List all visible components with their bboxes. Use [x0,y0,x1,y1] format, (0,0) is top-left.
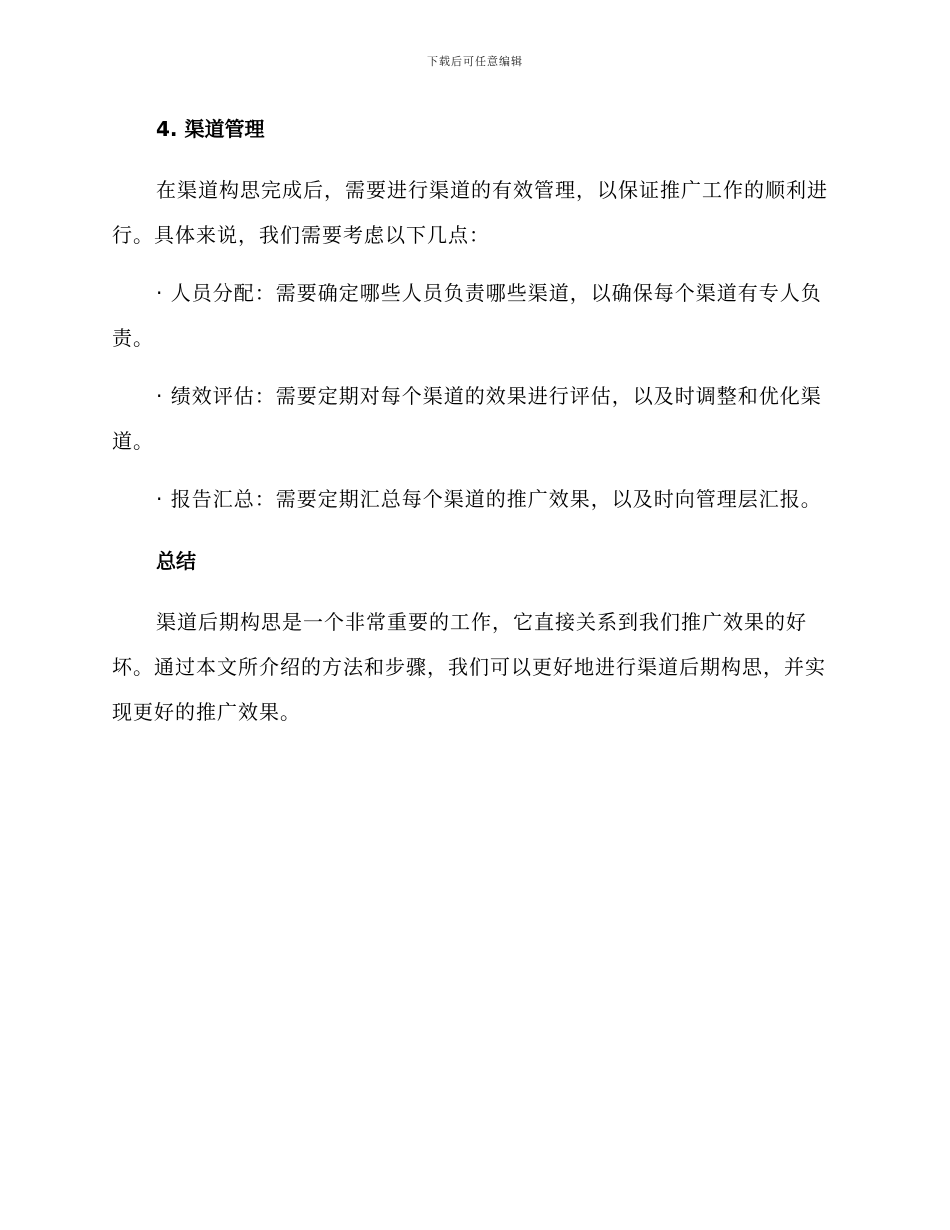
point-staff-assignment: · 人员分配：需要确定哪些人员负责哪些渠道，以确保每个渠道有专人负责。 [112,281,822,350]
document-body [112,112,834,735]
intro-paragraph: 在渠道构思完成后，需要进行渠道的有效管理，以保证推广工作的顺利进行。具体来说，我们需要考虑以下几点： [112,178,828,247]
section-heading: 4. 渠道管理 [156,117,265,141]
point-performance-evaluation: · 绩效评估：需要定期对每个渠道的效果进行评估，以及时调整和优化渠道。 [112,384,822,453]
point-report-summary: · 报告汇总：需要定期汇总每个渠道的推广效果，以及时向管理层汇报。 [156,487,822,511]
summary-heading: 总结 [156,549,196,573]
summary-paragraph: 渠道后期构思是一个非常重要的工作，它直接关系到我们推广效果的好坏。通过本文所介绍的方法和步骤，我们可以更好地进行渠道后期构思，并实现更好的推广效果。 [112,610,826,724]
page-header-note: 下载后可任意编辑 [427,55,523,68]
